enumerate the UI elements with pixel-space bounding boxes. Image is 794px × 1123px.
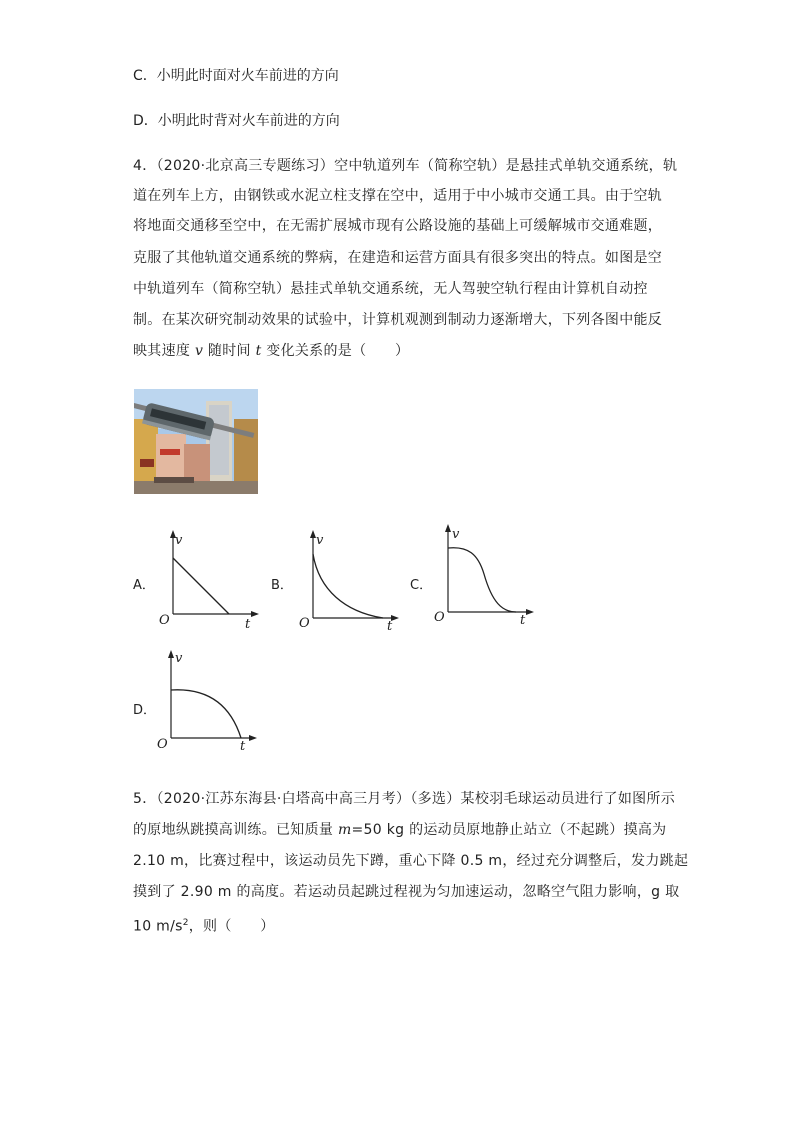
q5-line-3: 2.10 m，比赛过程中，该运动员先下蹲，重心下降 0.5 m，经过充分调整后，发力跳起 <box>133 853 689 869</box>
monorail-photo <box>134 389 258 494</box>
q5-line-5-part-b: ，则（ ） <box>188 918 275 935</box>
q4-var-t: t <box>255 343 262 359</box>
option-a-xlabel: t <box>245 617 251 630</box>
option-a-graph[interactable] <box>155 530 265 630</box>
option-d-xlabel: t <box>240 739 246 750</box>
q5-line-2-part-b: =50 kg 的运动员原地静止站立（不起跳）摸高为 <box>351 822 667 838</box>
option-b-label: B． <box>271 578 293 593</box>
option-b-origin: O <box>299 616 310 630</box>
q4-line-4: 克服了其他轨道交通系统的弊病，在建造和运营方面具有很多突出的特点。如图是空 <box>133 250 663 266</box>
option-d-ylabel: v <box>175 651 183 666</box>
option-b-ylabel: v <box>316 533 324 548</box>
option-a-x-arrow-icon <box>251 611 259 617</box>
option-c-x-arrow-icon <box>526 609 534 615</box>
option-c-ylabel: v <box>452 527 460 542</box>
q4-line-7-part-b: 随时间 <box>203 343 256 359</box>
q4-line-3: 将地面交通移至空中，在无需扩展城市现有公路设施的基础上可缓解城市交通难题， <box>133 218 663 234</box>
option-d-origin: O <box>157 737 168 750</box>
option-c-y-arrow-icon <box>445 524 451 532</box>
option-b-curve <box>313 554 383 618</box>
option-d-y-arrow-icon <box>168 650 174 658</box>
option-d-prev: D．小明此时背对火车前进的方向 <box>133 113 340 129</box>
q4-line-2: 道在列车上方，由钢铁或水泥立柱支撑在空中，适用于中小城市交通工具。由于空轨 <box>133 188 663 204</box>
q4-var-v: v <box>194 343 204 359</box>
option-a-origin: O <box>159 613 170 628</box>
q4-line-1: 4．（2020·北京高三专题练习）空中轨道列车（简称空轨）是悬挂式单轨交通系统，轨 <box>133 158 678 174</box>
option-d-x-arrow-icon <box>249 735 257 741</box>
q4-line-7-part-a: 映其速度 <box>133 343 195 359</box>
option-d-curve <box>171 690 241 738</box>
q5-line-4: 摸到了 2.90 m 的高度。若运动员起跳过程视为匀加速运动，忽略空气阻力影响，g 取 <box>133 884 680 900</box>
option-a-curve <box>173 558 229 614</box>
option-c-label: C． <box>410 578 433 593</box>
q4-line-6: 制。在某次研究制动效果的试验中，计算机观测到制动力逐渐增大，下列各图中能反 <box>133 312 663 328</box>
q4-line-7 <box>133 342 409 360</box>
q5-line-2 <box>133 821 666 839</box>
q5-line-5 <box>133 914 275 936</box>
q4-line-5: 中轨道列车（简称空轨）悬挂式单轨交通系统，无人驾驶空轨行程由计算机自动控 <box>133 281 648 297</box>
option-b-xlabel: t <box>387 619 393 630</box>
option-b-graph[interactable] <box>295 530 405 630</box>
option-a-label: A． <box>133 578 155 593</box>
option-c-graph[interactable] <box>430 524 542 624</box>
option-c-prev: C．小明此时面对火车前进的方向 <box>133 68 339 84</box>
option-d-label: D． <box>133 703 157 718</box>
option-c-curve <box>448 548 516 612</box>
q4-line-7-part-c: 变化关系的是（ ） <box>261 343 410 359</box>
q5-var-m: m <box>337 822 352 838</box>
option-a-ylabel: v <box>175 533 183 548</box>
option-c-origin: O <box>434 610 445 624</box>
q5-line-1: 5．（2020·江苏东海县·白塔高中高三月考）（多选）某校羽毛球运动员进行了如图所示 <box>133 791 676 807</box>
option-c-xlabel: t <box>520 613 526 624</box>
option-d-graph[interactable] <box>155 650 265 750</box>
q5-superscript: 2 <box>182 918 189 928</box>
q5-line-5-part-a: 10 m/s <box>133 918 183 935</box>
q5-line-2-part-a: 的原地纵跳摸高训练。已知质量 <box>133 822 338 838</box>
